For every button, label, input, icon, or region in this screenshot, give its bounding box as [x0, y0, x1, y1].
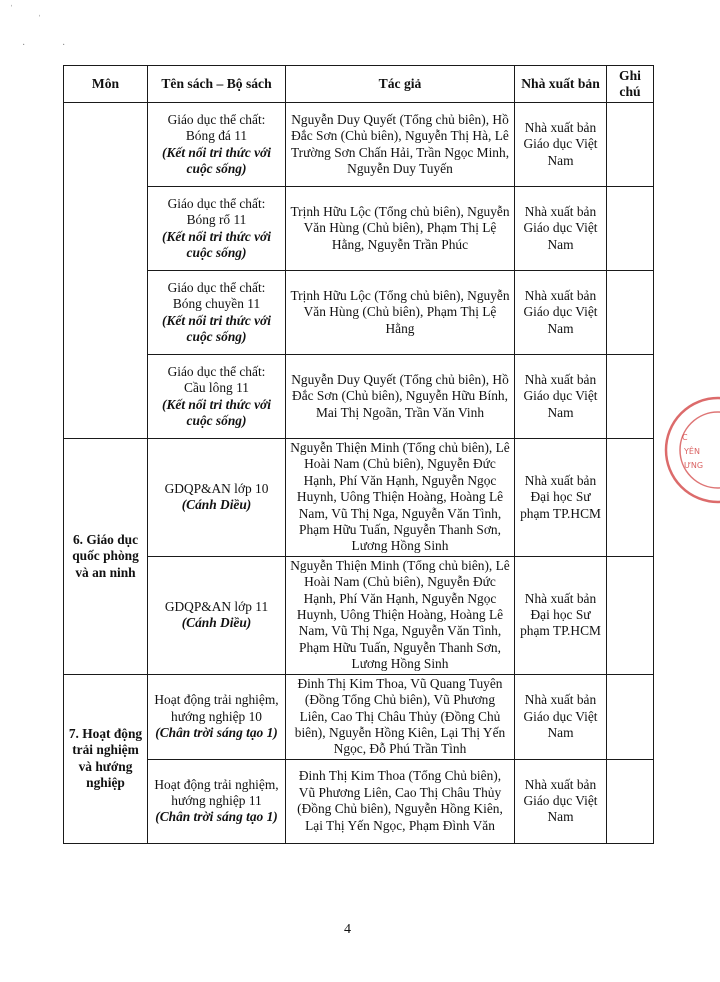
header-book: Tên sách – Bộ sách [148, 66, 286, 103]
notes-cell [607, 355, 654, 439]
book-title-line: Cầu lông 11 [184, 380, 249, 396]
book-cell [148, 439, 286, 557]
book-series: (Chân trời sáng tạo 1) [155, 724, 278, 740]
svg-text:C: C [682, 433, 688, 442]
book-title-line: Giáo dục thể chất: [167, 111, 266, 127]
authors-cell: Trịnh Hữu Lộc (Tổng chủ biên), Nguyễn Văn Hùng (Chủ biên), Phạm Thị Lệ Hằng [286, 271, 515, 355]
book-cell [148, 674, 286, 759]
authors-cell: Nguyễn Duy Quyết (Tổng chủ biên), Hồ Đắc Sơn (Chủ biên), Nguyễn Hữu Bính, Mai Thị Ngoãn, Trần Văn Vinh [286, 355, 515, 439]
book-cell [148, 759, 286, 843]
authors-cell: Đinh Thị Kim Thoa, Vũ Quang Tuyên (Đồng Tổng Chủ biên), Vũ Phương Liên, Cao Thị Châu Thủy (Đồng Chủ biên), Nguyễn Hồng Kiên, Lại Thị Yến Ngọc, Đỗ Phú Trần Tình [286, 674, 515, 759]
notes-cell [607, 759, 654, 843]
book-title-line: Giáo dục thể chất: [167, 279, 266, 295]
subject-cell: 6. Giáo dục quốc phòng và an ninh [64, 439, 148, 675]
book-title-line: Bóng rổ 11 [186, 212, 247, 228]
publisher-cell: Nhà xuất bản Giáo dục Việt Nam [515, 759, 607, 843]
table-row [64, 674, 654, 759]
authors-cell: Nguyễn Thiện Minh (Tổng chủ biên), Lê Hoài Nam (Chủ biên), Nguyễn Đức Hạnh, Phí Văn Hạnh, Nguyễn Ngọc Huynh, Uông Thiện Hoàng, Hoàng Lê Nam, Vũ Thị Nga, Nguyễn Văn Tình, Phạm Hữu Tuấn, Nguyễn Thanh Sơn, Lương Hồng Sinh [286, 556, 515, 674]
book-title-line: Bóng chuyền 11 [172, 296, 261, 312]
book-cell [148, 556, 286, 674]
subject-cell: 7. Hoạt động trải nghiệm và hướng nghiệp [64, 674, 148, 843]
header-publisher: Nhà xuất bản [515, 66, 607, 103]
notes-cell [607, 271, 654, 355]
table-row [64, 759, 654, 843]
book-cell [148, 271, 286, 355]
book-series: (Kết nối tri thức với cuộc sống) [162, 228, 271, 260]
header-authors: Tác giả [286, 66, 515, 103]
book-series: (Cánh Diều) [181, 497, 252, 513]
subject-cell-continued [64, 103, 148, 439]
official-seal-stamp [660, 390, 720, 510]
table-header-row [64, 66, 654, 103]
header-notes: Ghi chú [607, 66, 654, 103]
book-title-line: Giáo dục thể chất: [167, 363, 266, 379]
book-series: (Chân trời sáng tạo 1) [155, 809, 278, 825]
page-number: 4 [344, 922, 351, 937]
table-row [64, 187, 654, 271]
book-title-line: Hoạt động trải nghiệm, hướng nghiệp 11 [154, 776, 279, 809]
publisher-cell: Nhà xuất bản Đại học Sư phạm TP.HCM [515, 439, 607, 557]
book-series: (Cánh Diều) [181, 615, 252, 631]
publisher-cell: Nhà xuất bản Giáo dục Việt Nam [515, 271, 607, 355]
table-row [64, 439, 654, 557]
notes-cell [607, 187, 654, 271]
scan-dot: ˈ [10, 4, 14, 15]
notes-cell [607, 439, 654, 557]
table-row [64, 103, 654, 187]
book-cell [148, 355, 286, 439]
authors-cell: Đinh Thị Kim Thoa (Tổng Chủ biên), Vũ Phương Liên, Cao Thị Châu Thủy (Đồng Chủ biên), Nguyễn Hồng Kiên, Lại Thị Yến Ngọc, Phạm Đình Văn [286, 759, 515, 843]
authors-cell: Trịnh Hữu Lộc (Tổng chủ biên), Nguyễn Văn Hùng (Chủ biên), Phạm Thị Lệ Hằng, Nguyễn Trần Phúc [286, 187, 515, 271]
book-title-line: GDQP&AN lớp 11 [164, 598, 269, 614]
publisher-cell: Nhà xuất bản Giáo dục Việt Nam [515, 674, 607, 759]
book-series: (Kết nối tri thức với cuộc sống) [162, 144, 271, 176]
book-title-line: Bóng đá 11 [185, 128, 248, 144]
table-row [64, 556, 654, 674]
authors-cell: Nguyễn Duy Quyết (Tổng chủ biên), Hồ Đắc Sơn (Chủ biên), Nguyễn Thị Hà, Lê Trường Sơn Chấn Hải, Trần Ngọc Minh, Nguyễn Duy Tuyến [286, 103, 515, 187]
book-cell [148, 103, 286, 187]
svg-text:YÊN: YÊN [684, 447, 700, 456]
publisher-cell: Nhà xuất bản Giáo dục Việt Nam [515, 187, 607, 271]
textbook-table [63, 65, 654, 844]
publisher-cell: Nhà xuất bản Đại học Sư phạm TP.HCM [515, 556, 607, 674]
book-series: (Kết nối tri thức với cuộc sống) [162, 396, 271, 428]
book-title-line: Giáo dục thể chất: [167, 195, 266, 211]
svg-text:ƯNG: ƯNG [684, 461, 704, 470]
publisher-cell: Nhà xuất bản Giáo dục Việt Nam [515, 103, 607, 187]
scan-dot: · [62, 40, 66, 51]
publisher-cell: Nhà xuất bản Giáo dục Việt Nam [515, 355, 607, 439]
scan-dot: ˌ [38, 6, 42, 17]
notes-cell [607, 556, 654, 674]
notes-cell [607, 674, 654, 759]
table-row [64, 271, 654, 355]
book-series: (Kết nối tri thức với cuộc sống) [162, 312, 271, 344]
book-title-line: Hoạt động trải nghiệm, hướng nghiệp 10 [154, 692, 279, 724]
authors-cell: Nguyễn Thiện Minh (Tổng chủ biên), Lê Hoài Nam (Chủ biên), Nguyễn Đức Hạnh, Phí Văn Hạnh, Nguyễn Ngọc Huynh, Uông Thiện Hoàng, Hoàng Lê Nam, Vũ Thị Nga, Nguyễn Văn Tình, Phạm Hữu Tuấn, Nguyễn Thanh Sơn, Lương Hồng Sinh [286, 439, 515, 557]
book-cell [148, 187, 286, 271]
book-title-line: GDQP&AN lớp 10 [164, 481, 269, 497]
header-subject: Môn [64, 66, 148, 103]
scan-dot: · [22, 40, 26, 51]
notes-cell [607, 103, 654, 187]
table-row [64, 355, 654, 439]
